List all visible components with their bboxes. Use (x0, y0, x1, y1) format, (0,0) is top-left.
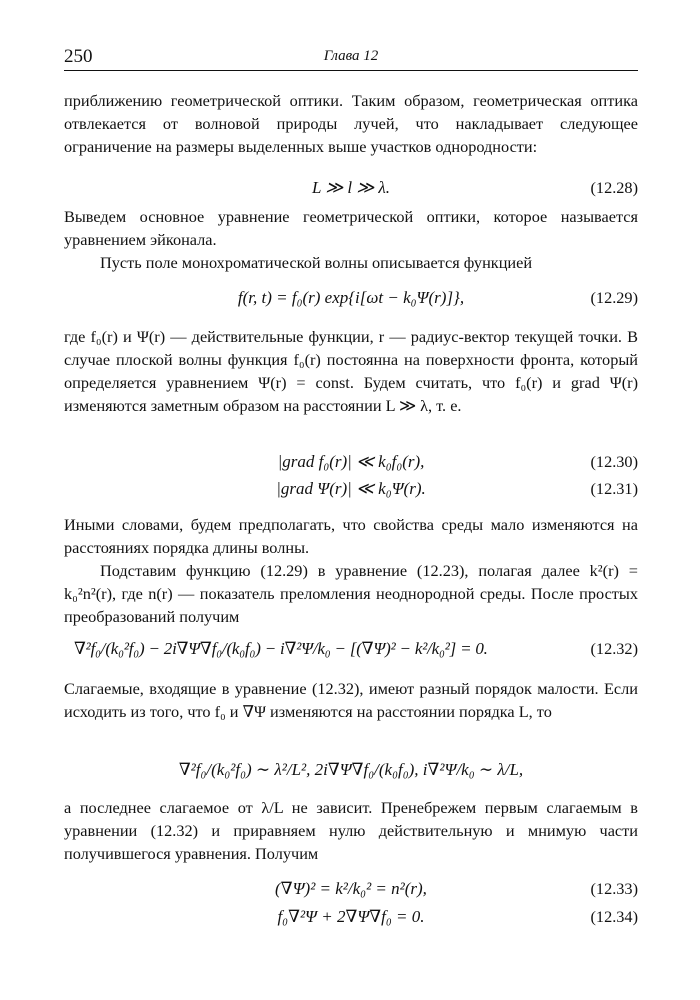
paragraph-text: а последнее слагаемое от λ/L не зависит. Пренебрежем первым слагаемым в уравнении (12.32) и приравняем нулю действительную и мнимую части получившегося уравнения. Получим (64, 798, 638, 863)
equation-number: (12.34) (590, 907, 638, 926)
paragraph-1 (64, 89, 638, 158)
paragraph-text: Иными словами, будем предполагать, что свойства среды мало изменяются на расстояниях порядка длины волны. (64, 515, 638, 557)
equation-number: (12.31) (590, 479, 638, 498)
paragraph-3 (64, 251, 638, 274)
equation-formula: (∇Ψ)² = k²/k₀² = n²(r), (275, 879, 427, 898)
equation-12-28 (64, 175, 638, 201)
equation-12-29 (64, 285, 638, 311)
equation-formula: |grad f₀(r)| ≪ k₀f₀(r), (277, 452, 425, 471)
equation-number: (12.30) (590, 452, 638, 471)
paragraph-6 (64, 559, 638, 628)
equation-estimates (64, 757, 638, 783)
equation-formula: |grad Ψ(r)| ≪ k₀Ψ(r). (276, 479, 426, 498)
paragraph-5 (64, 513, 638, 559)
page-number: 250 (64, 46, 93, 67)
equation-12-32 (64, 636, 638, 662)
chapter-title: Глава 12 (323, 48, 379, 64)
equation-formula: ∇²f₀/(k₀²f₀) − 2i∇Ψ∇f₀/(k₀f₀) − i∇²Ψ/k₀ − [(∇Ψ)² − k²/k₀²] = 0. (74, 639, 488, 658)
equation-12-31 (64, 476, 638, 502)
equation-12-33 (64, 876, 638, 902)
equation-formula: ∇²f₀/(k₀²f₀) ∼ λ²/L², 2i∇Ψ∇f₀/(k₀f₀), i∇²Ψ/k₀ ∼ λ/L, (178, 760, 524, 779)
equation-12-30 (64, 449, 638, 475)
equation-number: (12.32) (590, 639, 638, 658)
paragraph-text: Выведем основное уравнение геометрической оптики, которое называется уравнением эйконала. (64, 207, 638, 249)
paragraph-text: Пусть поле монохроматической волны описывается функцией (100, 253, 533, 272)
equation-number: (12.33) (590, 879, 638, 898)
paragraph-4 (64, 325, 638, 417)
paragraph-text: приближению геометрической оптики. Таким образом, геометрическая оптика отвлекается от волновой природы лучей, что накладывает следующее ограничение на размеры выделенных выше участков однородности: (64, 91, 638, 156)
equation-12-34 (64, 904, 638, 930)
equation-number: (12.28) (590, 178, 638, 197)
page-header (64, 46, 638, 71)
paragraph-2 (64, 205, 638, 251)
paragraph-text: Подставим функцию (12.29) в уравнение (12.23), полагая далее k²(r) = k₀²n²(r), где n(r) — показатель преломления неоднородной среды. После простых преобразований получим (64, 561, 638, 626)
paragraph-text: где f₀(r) и Ψ(r) — действительные функции, r — радиус-вектор текущей точки. В случае плоской волны функция f₀(r) постоянна на поверхности фронта, который определяется уравнением Ψ(r) = const. Будем считать, что f₀(r) и grad Ψ(r) изменяются заметным образом на расстоянии L ≫ λ, т. е. (64, 327, 638, 415)
equation-formula: f(r, t) = f₀(r) exp{i[ωt − k₀Ψ(r)]}, (237, 288, 465, 307)
paragraph-7 (64, 677, 638, 723)
equation-formula: L ≫ l ≫ λ. (311, 178, 391, 197)
equation-formula: f₀∇²Ψ + 2∇Ψ∇f₀ = 0. (277, 907, 425, 926)
paragraph-text: Слагаемые, входящие в уравнение (12.32), имеют разный порядок малости. Если исходить из того, что f₀ и ∇Ψ изменяются на расстоянии порядка L, то (64, 679, 638, 721)
paragraph-8 (64, 796, 638, 865)
equation-number: (12.29) (590, 288, 638, 307)
